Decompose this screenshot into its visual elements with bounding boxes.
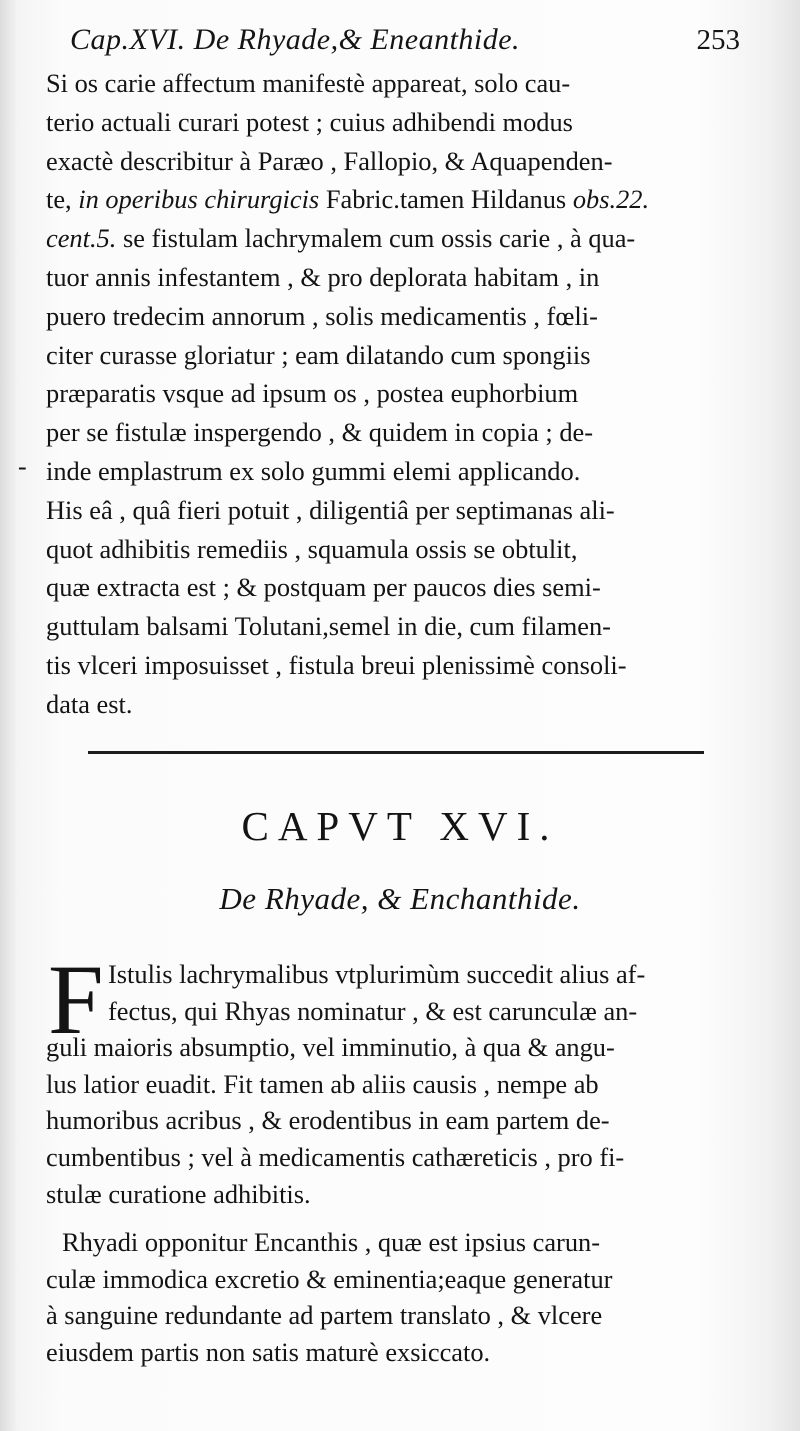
text-line: citer curasse gloriatur ; eam dilatando cum spongiis	[46, 339, 591, 370]
text-line: Si os carie affectum manifestè appareat, solo cau-	[46, 68, 571, 98]
text-line: guli maioris absumptio, vel imminutio, à qua & angu-	[46, 1032, 615, 1063]
chapter-subtitle: De Rhyade, & Enchanthide.	[219, 881, 581, 916]
paragraph-3	[46, 1224, 766, 1370]
running-head-title: Cap.XVI. De Rhyade,& Eneanthide.	[70, 23, 521, 56]
text-line: culæ immodica excretio & eminentia;eaque generatur	[46, 1263, 613, 1294]
page-number: 253	[696, 24, 740, 56]
text-segment: te,	[46, 184, 72, 215]
chapter-heading: CAPVT XVI.	[241, 803, 559, 849]
paragraph-1	[46, 64, 746, 724]
text-line: quot adhibitis remediis , squamula ossis se obtulit,	[46, 533, 578, 564]
text-line: guttulam balsami Tolutani,semel in die, cum filamen-	[46, 611, 611, 642]
text-line: tis vlceri imposuisset , fistula breui plenissimè consoli-	[46, 649, 627, 680]
italic-reference: obs.22.	[572, 184, 650, 215]
text-line: exactè describitur à Paræo , Fallopio, & Aquapenden-	[46, 145, 613, 176]
running-head	[70, 18, 740, 62]
text-line: humoribus acribus , & erodentibus in eam partem de-	[46, 1105, 610, 1136]
margin-mark: -	[18, 452, 27, 481]
text-line: per se fistulæ inspergendo , & quidem in copia ; de-	[46, 417, 594, 448]
text-line: à sanguine redundante ad partem translato , & vlcere	[46, 1300, 603, 1331]
text-line: terio actuali curari potest ; cuius adhibendi modus	[46, 106, 573, 137]
text-line: stulæ curatione adhibitis.	[46, 1178, 311, 1209]
text-line	[46, 219, 746, 258]
paragraph-2	[46, 944, 766, 1212]
italic-reference: cent.5.	[46, 223, 117, 254]
text-segment: se fistulam lachrymalem cum ossis carie , à qua-	[122, 223, 636, 254]
text-line: Rhyadi opponitur Encanthis , quæ est ipsius carun-	[62, 1227, 601, 1257]
text-line: eiusdem partis non satis maturè exsiccato.	[46, 1336, 491, 1367]
drop-cap: F	[48, 944, 104, 1055]
section-divider	[88, 751, 704, 754]
text-line: tuor annis infestantem , & pro deplorata habitam , in	[46, 261, 600, 292]
text-segment: Fabric.tamen Hildanus	[325, 184, 567, 215]
text-line: præparatis vsque ad ipsum os , postea euphorbium	[46, 378, 579, 409]
text-line	[46, 180, 746, 219]
text-line: inde emplastrum ex solo gummi elemi applicando.	[46, 455, 581, 486]
italic-reference: in operibus chirurgicis	[78, 184, 320, 215]
text-line: quæ extracta est ; & postquam per paucos dies semi-	[46, 572, 601, 603]
text-line: fectus, qui Rhyas nominatur , & est carunculæ an-	[108, 995, 638, 1026]
text-line: puero tredecim annorum , solis medicamentis , fœli-	[46, 300, 598, 331]
text-line: cumbentibus ; vel à medicamentis cathæreticis , pro fi-	[46, 1141, 625, 1172]
text-line: data est.	[46, 688, 133, 719]
text-line: lus latior euadit. Fit tamen ab aliis causis , nempe ab	[46, 1068, 599, 1099]
text-line: His eâ , quâ fieri potuit , diligentiâ per septimanas ali-	[46, 494, 615, 525]
text-line: Istulis lachrymalibus vtplurimùm succedit alius af-	[108, 959, 646, 989]
